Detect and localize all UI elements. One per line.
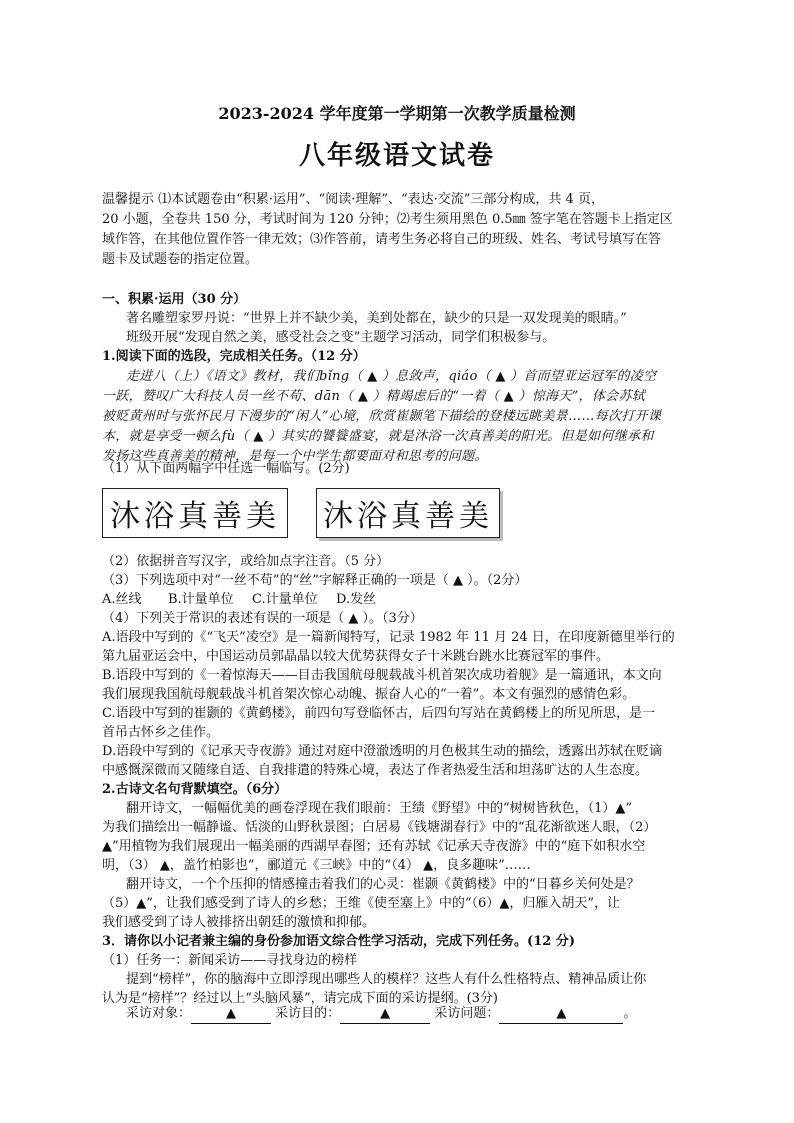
calligraphy-sample-2: 沐浴真善美 bbox=[316, 488, 500, 538]
interview-question-blank[interactable]: ▲ bbox=[499, 1004, 623, 1024]
interview-question-label: 采访问题： bbox=[434, 1006, 500, 1021]
poetry-line: 明，（3） ▲，盖竹柏影也”，郦道元《三峡》中的“（4） ▲，良多趣味”…… bbox=[102, 858, 531, 873]
section-intro: 著名雕塑家罗丹说：“世界上并不缺少美，美到处都在，缺少的只是一双发现美的眼睛。” bbox=[126, 311, 627, 326]
end-mark: 。 bbox=[623, 1006, 637, 1021]
option-line: B.语段中写到的《一着惊海天——目击我国航母舰载战斗机首架次成功着舰》是一篇通讯，本文向 bbox=[102, 668, 662, 683]
instruction-line: 域作答，在其他位置作答一律无效；⑶作答前，请考生务必将自己的班级、姓名、考试号填写在答 bbox=[102, 232, 662, 247]
poetry-line: 翻开诗文，一幅幅优美的画卷浮现在我们眼前：王绩《野望》中的“树树皆秋色，（1）▲” bbox=[126, 801, 633, 816]
interview-target-blank[interactable]: ▲ bbox=[191, 1004, 271, 1024]
task-1-title: （1）任务一：新闻采访——寻找身边的榜样 bbox=[102, 953, 358, 968]
instruction-line: 题卡及试题卷的指定位置。 bbox=[102, 252, 259, 267]
exam-paper-title: 八年级语文试卷 bbox=[298, 141, 495, 171]
option-line: 首吊古怀乡之佳作。 bbox=[102, 725, 220, 740]
option-line: D.语段中写到的《记承天寺夜游》通过对庭中澄澈透明的月色极其生动的描绘，透露出苏轼在贬谪 bbox=[102, 744, 663, 759]
option-line: 中感慨深微而又随缘自适、自我排遣的特殊心境，表达了作者热爱生活和坦荡旷达的人生态度。 bbox=[102, 763, 649, 778]
poetry-line: 翻开诗文，一个个压抑的情感撞击着我们的心灵：崔颢《黄鹤楼》中的“日暮乡关何处是？ bbox=[126, 877, 640, 892]
subquestion-2: （2）依据拼音写汉字，或给加点字注音。（5 分） bbox=[102, 554, 390, 569]
poetry-line: 我们感受到了诗人被排挤出朝廷的激愤和抑郁。 bbox=[102, 915, 376, 930]
calligraphy-sample-1: 沐浴真善美 bbox=[102, 488, 288, 538]
question-1-heading: 1.阅读下面的选段，完成相关任务。（12 分） bbox=[102, 349, 366, 364]
passage-line: 本，就是享受一顿么fù（ ▲ ）其实的饕餮盛宴，就是沐浴一次真善美的阳光。但是如何继承和 bbox=[102, 429, 654, 444]
passage-line: 走进八（上）《语文》教材，我们bǐng（ ▲ ）息敛声，qiáo（ ▲ ）首而望亚运冠军的凌空 bbox=[126, 369, 657, 384]
task-1-body: 认为是“榜样”？经过以上“头脑风暴”，请完成下面的采访提纲。(3分) bbox=[102, 991, 498, 1006]
interview-target-label: 采访对象： bbox=[126, 1006, 192, 1021]
option-b: B.计量单位 bbox=[168, 592, 234, 607]
question-2-heading: 2.古诗文名句背默填空。（6分） bbox=[102, 782, 288, 797]
poetry-line: （5）▲”，让我们感受到了诗人的乡愁；王维《使至塞上》中的“（6）▲，归雁入胡天”，让 bbox=[102, 896, 620, 911]
passage-line: 被贬黄州时与张怀民月下漫步的“闲人”心境，欣赏崔颢笔下描绘的登楼远眺美景……每次打开课 bbox=[102, 409, 662, 424]
instruction-line: 温馨提示 ⑴本试题卷由“积累·运用”、“阅读·理解”、“表达·交流”三部分构成，共 4 页， bbox=[102, 192, 604, 207]
option-a: A.丝线 bbox=[102, 592, 142, 607]
exam-term-title: 2023-2024 学年度第一学期第一次教学质量检测 bbox=[218, 104, 576, 123]
interview-purpose-label: 采访目的： bbox=[275, 1006, 341, 1021]
option-c: C.计量单位 bbox=[252, 592, 318, 607]
instruction-line: 20 小题，全卷共 150 分，考试时间为 120 分钟；⑵考生须用黑色 0.5㎜ 签字笔在答题卡上指定区 bbox=[102, 212, 673, 227]
option-line: 我们展现我国航母舰载战斗机首架次惊心动魄、振奋人心的“一着”。本文有强烈的感情色彩。 bbox=[102, 687, 636, 702]
passage-line: 一跃，赞叹广大科技人员一丝不苟、dān（ ▲ ）精竭虑后的“一着（ ▲ ）惊海天”，体会苏轼 bbox=[102, 389, 646, 404]
passage-line: 发扬这些真善美的精神，是每一个中学生都要面对和思考的问题。 bbox=[102, 449, 488, 464]
subquestion-3: （3）下列选项中对“一丝不苟”的“丝”字解释正确的一项是（ ▲ ）。（2分） bbox=[102, 573, 528, 588]
section-heading: 一、积累·运用（30 分） bbox=[102, 292, 247, 307]
section-intro: 班级开展“发现自然之美，感受社会之变”主题学习活动，同学们积极参与。 bbox=[126, 330, 556, 345]
task-1-body: 提到“榜样”，你的脑海中立即浮现出哪些人的模样？这些人有什么性格特点、精神品质让你 bbox=[126, 972, 647, 987]
subquestion-1: （1）从下面两幅字中任选一幅临写。(2分) bbox=[102, 461, 350, 476]
interview-outline bbox=[126, 1004, 636, 1024]
option-line: 第九届亚运会中，中国运动员郭晶晶以较大优势获得女子十米跳台跳水比赛冠军的事件。 bbox=[102, 649, 610, 664]
question-3-heading: 3．请你以小记者兼主编的身份参加语文综合性学习活动，完成下列任务。(12 分) bbox=[102, 934, 575, 949]
option-line: C.语段中写到的崔颢的《黄鹤楼》，前四句写登临怀古，后四句写站在黄鹤楼上的所见所思，是一 bbox=[102, 706, 656, 721]
poetry-line: ▲”用植物为我们展现出一幅美丽的西湖早春图；还有苏轼《记承天寺夜游》中的“庭下如积水空 bbox=[102, 839, 646, 854]
option-line: A.语段中写到的《“飞天”凌空》是一篇新闻特写，记录 1982 年 11 月 24 日，在印度新德里举行的 bbox=[102, 630, 675, 645]
subquestion-4: （4）下列关于常识的表述有误的一项是（ ▲ ）。（3分） bbox=[102, 611, 423, 626]
option-d: D.发丝 bbox=[336, 592, 377, 607]
poetry-line: 为我们描绘出一幅静谧、恬淡的山野秋景图；白居易《钱塘湖春行》中的“乱花渐欲迷人眼，（2） bbox=[102, 820, 657, 835]
interview-purpose-blank[interactable]: ▲ bbox=[340, 1004, 430, 1024]
